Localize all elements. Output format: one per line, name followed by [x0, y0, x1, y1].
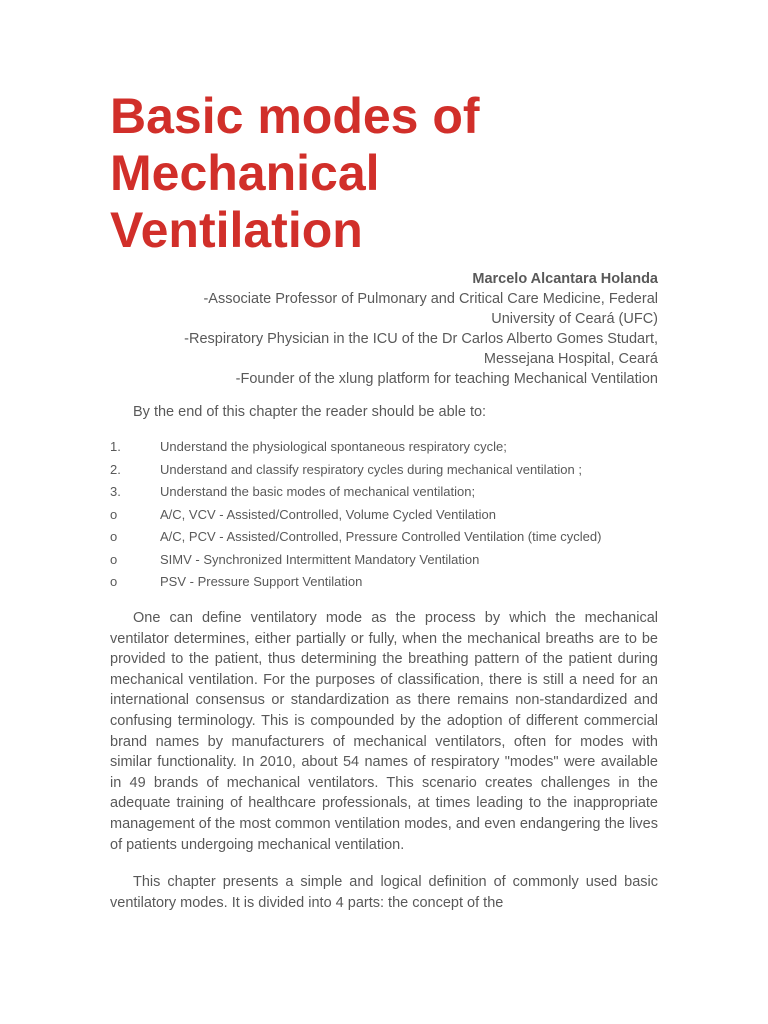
objective-text: Understand and classify respiratory cycles during mechanical ventilation ; — [160, 461, 582, 477]
author-affiliation-line: University of Ceará (UFC) — [491, 311, 658, 327]
body-paragraph: This chapter presents a simple and logical definition of commonly used basic ventilatory modes. It is divided into 4 parts: the concept of the — [110, 874, 658, 911]
objectives-list — [110, 438, 658, 591]
objective-text: SIMV - Synchronized Intermittent Mandatory Ventilation — [160, 551, 480, 567]
objective-subitem — [110, 551, 658, 569]
objectives-intro: By the end of this chapter the reader should be able to: — [133, 404, 487, 420]
sub-bullet-marker: o — [110, 529, 118, 544]
sub-bullet-marker: o — [110, 551, 118, 567]
list-marker: 3. — [110, 484, 121, 499]
objective-item — [110, 438, 658, 456]
sub-bullet-marker: o — [110, 574, 118, 589]
objective-text: PSV - Pressure Support Ventilation — [160, 574, 363, 589]
sub-bullet-marker: o — [110, 506, 118, 522]
author-affiliation-line: -Associate Professor of Pulmonary and Critical Care Medicine, Federal — [203, 291, 658, 307]
title-line-2: Mechanical — [110, 145, 380, 201]
author-affiliation-line: -Respiratory Physician in the ICU of the Dr Carlos Alberto Gomes Studart, — [184, 331, 658, 347]
document-page — [110, 88, 658, 928]
objective-text: A/C, PCV - Assisted/Controlled, Pressure Controlled Ventilation (time cycled) — [160, 529, 602, 544]
objective-text: Understand the physiological spontaneous respiratory cycle; — [160, 439, 507, 454]
objective-subitem — [110, 506, 658, 524]
objective-item — [110, 483, 658, 501]
objective-subitem — [110, 528, 658, 546]
objective-text: A/C, VCV - Assisted/Controlled, Volume Cycled Ventilation — [160, 506, 496, 522]
author-block — [110, 269, 658, 389]
list-marker: 2. — [110, 461, 121, 477]
title-line-3: Ventilation — [110, 202, 363, 258]
author-affiliation-line: -Founder of the xlung platform for teaching Mechanical Ventilation — [235, 371, 658, 387]
objective-text: Understand the basic modes of mechanical ventilation; — [160, 484, 476, 499]
body-paragraph: One can define ventilatory mode as the process by which the mechanical ventilator determines, either partially or fully, when the mechanical breaths are to be provided to the patient, thus determining the breathing pattern of the patient during mechanical ventilation. For the purposes of classification, there is still a need for an international consensus or standardization as there remains non-standardized and confusing terminology. This is compounded by the adoption of different commercial brand names by manufacturers of mechanical ventilators, often for modes with similar functionality. In 2010, about 54 names of respiratory "modes" were available in 49 brands of mechanical ventilators. This scenario creates challenges in the adequate training of healthcare professionals, at times leading to the inappropriate management of the most common ventilation modes, and even endangering the lives of patients undergoing mechanical ventilation. — [110, 610, 658, 853]
title-line-1: Basic modes of — [110, 88, 480, 144]
author-name: Marcelo Alcantara Holanda — [472, 271, 658, 287]
list-marker: 1. — [110, 439, 121, 454]
objective-item — [110, 461, 658, 479]
author-affiliation-line: Messejana Hospital, Ceará — [483, 351, 658, 367]
objective-subitem — [110, 573, 658, 591]
chapter-title — [110, 88, 658, 259]
